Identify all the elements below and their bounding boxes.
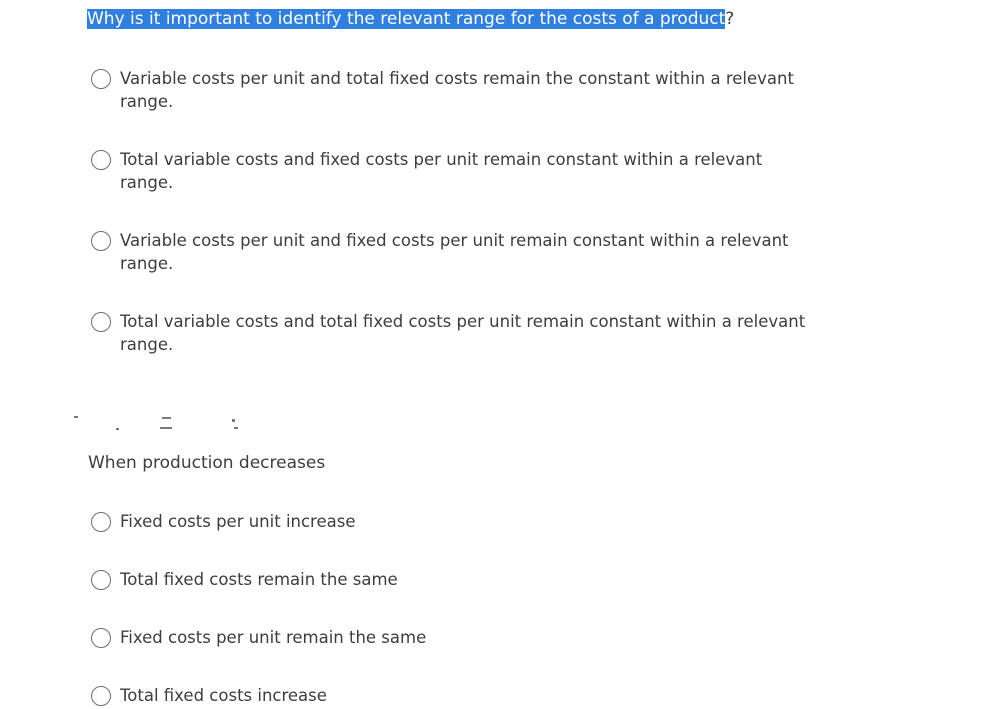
radio-button[interactable] — [91, 312, 111, 332]
radio-button[interactable] — [91, 570, 111, 590]
option-label: Variable costs per unit and total fixed costs remain the constant within a relevant range. — [120, 69, 794, 111]
option-label: Fixed costs per unit increase — [120, 512, 356, 531]
radio-button[interactable] — [91, 69, 111, 89]
question-1-title-selected-text: Why is it important to identify the relevant range for the costs of a product — [87, 9, 726, 29]
question-2-stem: When production decreases — [88, 453, 326, 473]
radio-button[interactable] — [91, 686, 111, 706]
radio-button[interactable] — [91, 512, 111, 532]
option-label: Fixed costs per unit remain the same — [120, 628, 427, 647]
radio-button[interactable] — [91, 231, 111, 251]
option-label: Variable costs per unit and fixed costs per unit remain constant within a relevant range. — [120, 231, 789, 273]
radio-button[interactable] — [91, 150, 111, 170]
option-label: Total fixed costs remain the same — [120, 570, 398, 589]
option-label: Total fixed costs increase — [120, 686, 327, 705]
option-label: Total variable costs and fixed costs per unit remain constant within a relevant range. — [120, 150, 763, 192]
option-label: Total variable costs and total fixed costs per unit remain constant within a relevant range. — [120, 312, 806, 354]
question-1-title-question-mark: ? — [725, 9, 735, 29]
question-1-title — [87, 7, 734, 31]
clipped-text-artifact — [70, 414, 290, 430]
radio-button[interactable] — [91, 628, 111, 648]
